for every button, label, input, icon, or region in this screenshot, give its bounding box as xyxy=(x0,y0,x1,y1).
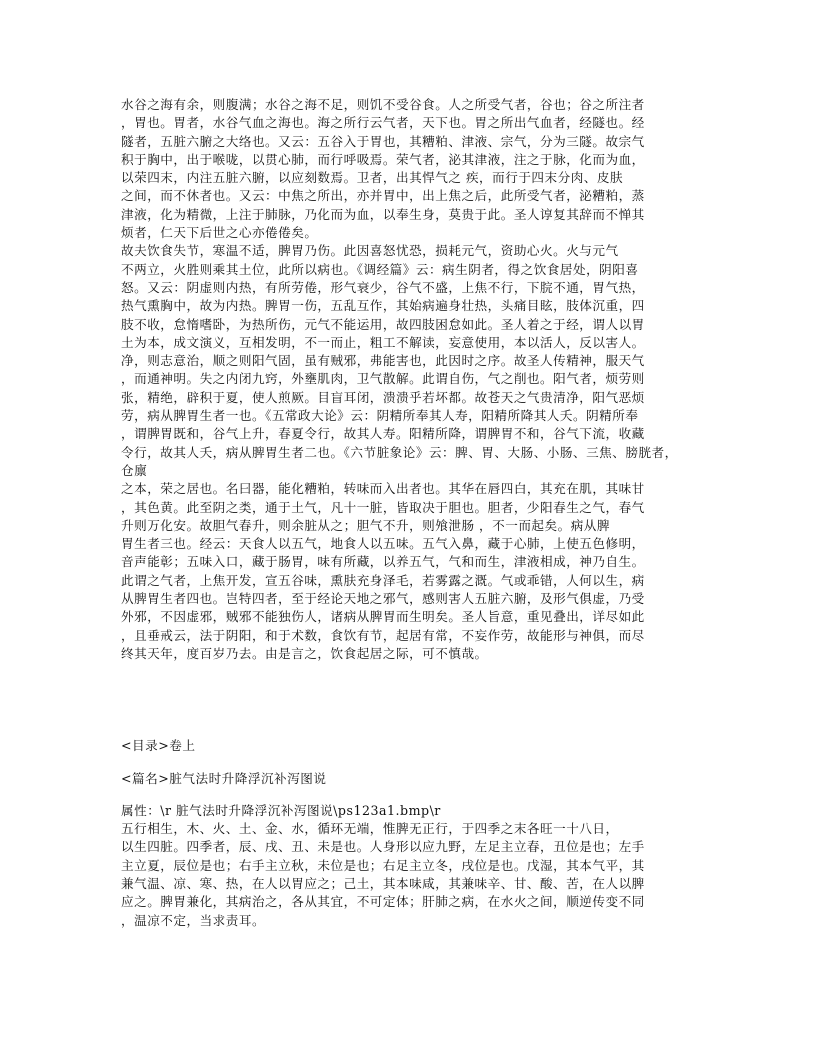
chapter-heading: <篇名>脏气法时升降浮沉补泻图说 xyxy=(121,770,327,786)
text-line: 津液，化为精微，上注于肺脉，乃化而为血，以奉生身，莫贵于此。圣人谆复其辞而不惮其 xyxy=(121,206,645,222)
paragraph-2 xyxy=(121,242,701,663)
text-line: 胃生者三也。经云：天食人以五气，地食人以五味。五气入鼻，藏于心肺，上使五色修明， xyxy=(121,536,645,552)
text-line: ，其色黄。此至阴之类，通于土气，凡十一脏，皆取决于胆也。胆者，少阳春生之气，春气 xyxy=(121,499,645,515)
text-line: 张，精绝，辟积于夏，使人煎厥。目盲耳闭，溃溃乎若坏都。故苍天之气贵清净，阳气恶烦 xyxy=(121,389,645,405)
text-line: 水谷之海有余，则腹满；水谷之海不足，则饥不受谷食。人之所受气者，谷也；谷之所注者 xyxy=(121,97,645,112)
text-line: 热气熏胸中，故为内热。脾胃一伤，五乱互作，其始病遍身壮热，头痛目眩，肢体沉重，四 xyxy=(121,298,645,314)
text-line: 外邪，不因虚邪，贼邪不能独伤人，诸病从脾胃而生明矣。圣人旨意，重见叠出，详尽如此 xyxy=(121,609,645,625)
text-line: 之本，荣之居也。名曰器，能化糟粕，转味而入出者也。其华在唇四白，其充在肌，其味甘 xyxy=(121,481,645,497)
text-line: 之间，而不休者也。又云：中焦之所出，亦并胃中，出上焦之后，此所受气者，泌糟粕，蒸 xyxy=(121,188,645,204)
text-line: 故夫饮食失节，寒温不适，脾胃乃伤。此因喜怒忧恐，损耗元气，资助心火。火与元气 xyxy=(121,243,619,259)
text-line: 不两立，火胜则乘其土位，此所以病也。《调经篇》云：病生阴者，得之饮食居处，阴阳喜 xyxy=(121,261,639,277)
text-line: ，谓脾胃既和，谷气上升，春夏令行，故其人寿。阳精所降，谓脾胃不和，谷气下流，收藏 xyxy=(121,426,645,442)
text-line: 兼气温、凉、寒、热，在人以胃应之；己土，其本味咸，其兼味辛、甘、酸、苦，在人以脾 xyxy=(121,875,645,891)
text-line: 土为本，成文演义，互相发明，不一而止，粗工不解读，妄意使用，本以活人，反以害人。 xyxy=(121,334,645,350)
paragraph-3 xyxy=(121,820,701,930)
spacer xyxy=(121,788,701,802)
catalog-heading: <目录>卷上 xyxy=(121,738,196,754)
text-line: 隧者，五脏六腑之大络也。又云：五谷入于胃也，其糟粕、津液、宗气，分为三隧。故宗气 xyxy=(121,133,645,149)
text-line: ，温凉不定，当求责耳。 xyxy=(121,912,266,928)
section-gap xyxy=(121,663,701,737)
text-line: 以荣四末，内注五脏六腑，以应刻数焉。卫者，出其悍气之 疾，而行于四末分肉、皮肤 xyxy=(121,170,624,186)
text-line: 令行，故其人夭，病从脾胃生者二也。《六节脏象论》云：脾、胃、大肠、小肠、三焦、膀胱者， xyxy=(121,444,678,460)
text-line: ，且垂戒云，法于阴阳，和于术数，食饮有节，起居有常，不妄作劳，故能形与神俱，而尽 xyxy=(121,627,645,643)
text-line: 升则万化安。故胆气春升，则余脏从之；胆气不升，则飧泄肠 ，不一而起矣。病从脾 xyxy=(121,517,610,533)
text-line: 主立夏，辰位是也；右手主立秋，未位是也；右足主立冬，戌位是也。戊湿，其本气平，其 xyxy=(121,857,645,873)
text-line: ，胃也。胃者，水谷气血之海也。海之所行云气者，天下也。胃之所出气血者，经隧也。经 xyxy=(121,115,645,131)
text-line: 终其天年，度百岁乃去。由是言之，饮食起居之际，可不慎哉。 xyxy=(121,645,488,661)
text-line: 以生四脏。四季者，辰、戌、丑、未是也。人身形以应九野，左足主立春，丑位是也；左手 xyxy=(121,839,645,855)
paragraph-1 xyxy=(121,96,701,242)
text-line: 从脾胃生者四也。岂特四者，至于经论天地之邪气，感则害人五脏六腑，及形气俱虚，乃受 xyxy=(121,591,645,607)
text-line: 净，则志意治，顺之则阳气固，虽有贼邪，弗能害也，此因时之序。故圣人传精神，服天气 xyxy=(121,353,645,369)
text-line: 烦者，仁天下后世之心亦倦倦矣。 xyxy=(121,225,318,241)
text-line: 音声能彰；五味入口，藏于肠胃，味有所藏，以养五气，气和而生，津液相成，神乃自生。 xyxy=(121,554,645,570)
spacer xyxy=(121,756,701,770)
text-line: 仓廪 xyxy=(121,462,148,478)
text-line: 五行相生，木、火、土、金、水，循环无端，惟脾无正行，于四季之末各旺一十八日， xyxy=(121,821,619,837)
text-line: 应之。脾胃兼化，其病治之，各从其宜，不可定体；肝肺之病，在水火之间，顺逆传变不同 xyxy=(121,894,645,910)
text-line: 劳，病从脾胃生者一也。《五常政大论》云：阴精所奉其人寿，阳精所降其人夭。阴精所奉 xyxy=(121,408,639,424)
text-line: 肢不收，怠惰嗜卧，为热所伤，元气不能运用，故四肢困怠如此。圣人着之于经，谓人以胃 xyxy=(121,316,645,332)
text-line: 此谓之气者，上焦开发，宣五谷味，熏肤充身泽毛，若雾露之溉。气或乖错，人何以生，病 xyxy=(121,572,645,588)
text-line: 怒。又云：阴虚则内热，有所劳倦，形气衰少，谷气不盛，上焦不行，下脘不通，胃气热， xyxy=(121,279,645,295)
document-page xyxy=(121,96,701,930)
text-line: 积于胸中，出于喉咙，以贯心肺，而行呼吸焉。荣气者，泌其津液，注之于脉，化而为血， xyxy=(121,151,645,167)
attribute-line: 属性：\r 脏气法时升降浮沉补泻图说\ps123a1.bmp\r xyxy=(121,802,441,818)
text-line: ，而通神明。失之内闭九窍，外壅肌肉，卫气散解。此谓自伤，气之削也。阳气者，烦劳则 xyxy=(121,371,645,387)
